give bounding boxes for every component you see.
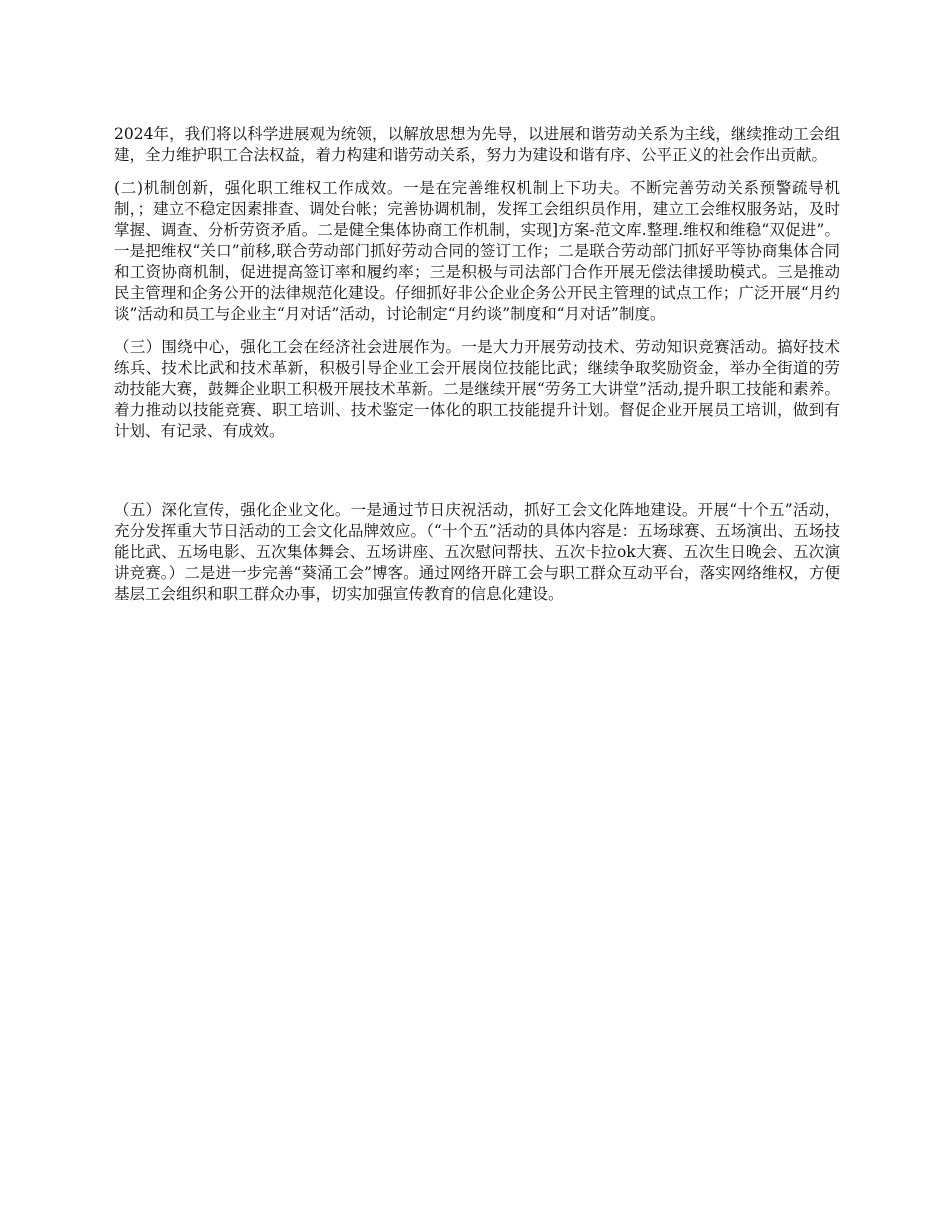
paragraph-culture-promotion: （五）深化宣传，强化企业文化。一是通过节日庆祝活动，抓好工会文化阵地建设。开展“十个五”活动，充分发挥重大节日活动的工会文化品牌效应。（“十个五”活动的具体内容是：五场球赛、五场演出、五场技能比武、五场电影、五次集体舞会、五场讲座、五次慰问帮扶、五次卡拉ok大赛、五次生日晚会、五次演讲竞赛。）二是进一步完善“葵涌工会”博客。通过网络开辟工会与职工群众互动平台，落实网络维权，方便基层工会组织和职工群众办事，切实加强宣传教育的信息化建设。 [114,501,840,603]
paragraph-mechanism-innovation: (二)机制创新，强化职工维权工作成效。一是在完善维权机制上下功夫。不断完善劳动关系预警疏导机制，；建立不稳定因素排查、调处台帐；完善协调机制，发挥工会组织员作用，建立工会维权服务站，及时掌握、调查、分析劳资矛盾。二是健全集体协商工作机制，实现]方案-范文库.整理.维权和维稳“双促进”。一是把维权“关口”前移,联合劳动部门抓好劳动合同的签订工作；二是联合劳动部门抓好平等协商集体合同和工资协商机制，促进提高签订率和履约率；三是积极与司法部门合作开展无偿法律援助模式。三是推动民主管理和企务公开的法律规范化建设。仔细抓好非公企业企务公开民主管理的试点工作；广泛开展“月约谈”活动和员工与企业主“月对话”活动，讨论制定“月约谈”制度和“月对话”制度。 [114,179,840,323]
paragraph-economic-development: （三）围绕中心，强化工会在经济社会进展作为。一是大力开展劳动技术、劳动知识竞赛活动。搞好技术练兵、技术比武和技术革新，积极引导企业工会开展岗位技能比武；继续争取奖励资金，举办全街道的劳动技能大赛，鼓舞企业职工积极开展技术革新。二是继续开展“劳务工大讲堂”活动,提升职工技能和素养。着力推动以技能竞赛、职工培训、技术鉴定一体化的职工技能提升计划。督促企业开展员工培训，做到有计划、有记录、有成效。 [114,338,840,440]
document-page [114,124,840,617]
paragraph-intro: 2024年，我们将以科学进展观为统领，以解放思想为先导，以进展和谐劳动关系为主线，继续推动工会组建，全力维护职工合法权益，着力构建和谐劳动关系，努力为建设和谐有序、公平正义的社会作出贡献。 [114,125,840,164]
section-gap [114,454,840,500]
